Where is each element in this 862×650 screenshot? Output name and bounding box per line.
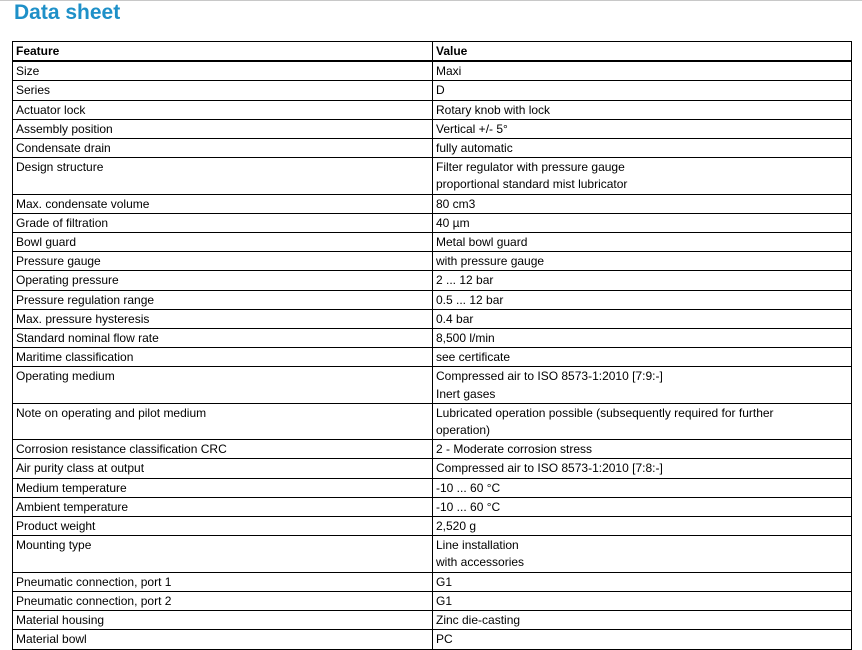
value-line: 2 ... 12 bar bbox=[436, 273, 494, 288]
feature-cell: Assembly position bbox=[13, 119, 433, 138]
table-row bbox=[13, 81, 852, 100]
feature-cell: Material housing bbox=[13, 611, 433, 630]
feature-cell: Medium temperature bbox=[13, 478, 433, 497]
feature-cell: Product weight bbox=[13, 517, 433, 536]
table-row bbox=[13, 348, 852, 367]
feature-cell: Design structure bbox=[13, 158, 433, 194]
table-row bbox=[13, 61, 852, 81]
value-cell bbox=[433, 591, 852, 610]
value-cell bbox=[433, 572, 852, 591]
data-sheet-table bbox=[12, 41, 852, 650]
feature-cell: Operating medium bbox=[13, 367, 433, 403]
value-line: -10 ... 60 °C bbox=[436, 480, 501, 495]
feature-cell: Standard nominal flow rate bbox=[13, 329, 433, 348]
table-row bbox=[13, 194, 852, 213]
value-line: PC bbox=[436, 632, 453, 647]
value-cell bbox=[433, 100, 852, 119]
feature-cell: Size bbox=[13, 61, 433, 81]
table-row bbox=[13, 478, 852, 497]
table-row bbox=[13, 309, 852, 328]
value-cell bbox=[433, 536, 852, 572]
feature-cell: Ambient temperature bbox=[13, 497, 433, 516]
value-cell bbox=[433, 630, 852, 649]
value-line: G1 bbox=[436, 574, 453, 589]
value-line: proportional standard mist lubricator bbox=[436, 177, 628, 192]
value-cell bbox=[433, 139, 852, 158]
value-line: Zinc die-casting bbox=[436, 613, 521, 628]
value-line: 0.5 ... 12 bar bbox=[436, 292, 504, 307]
feature-cell: Max. pressure hysteresis bbox=[13, 309, 433, 328]
value-line: Vertical +/- 5° bbox=[436, 121, 508, 136]
value-cell bbox=[433, 329, 852, 348]
feature-cell: Series bbox=[13, 81, 433, 100]
value-line: see certificate bbox=[436, 350, 511, 365]
value-cell bbox=[433, 61, 852, 81]
value-cell bbox=[433, 252, 852, 271]
value-cell bbox=[433, 81, 852, 100]
table-row bbox=[13, 591, 852, 610]
value-cell bbox=[433, 119, 852, 138]
value-line: Compressed air to ISO 8573-1:2010 [7:9:-] bbox=[436, 369, 663, 384]
value-cell bbox=[433, 194, 852, 213]
value-line: Metal bowl guard bbox=[436, 235, 528, 250]
feature-cell: Operating pressure bbox=[13, 271, 433, 290]
table-row bbox=[13, 497, 852, 516]
value-cell bbox=[433, 213, 852, 232]
table-row bbox=[13, 139, 852, 158]
table-row bbox=[13, 119, 852, 138]
value-line: 2,520 g bbox=[436, 519, 477, 534]
value-line: with pressure gauge bbox=[436, 254, 545, 269]
value-cell bbox=[433, 440, 852, 459]
table-row bbox=[13, 233, 852, 252]
header-value: Value bbox=[433, 42, 852, 62]
table-row bbox=[13, 572, 852, 591]
top-rule bbox=[0, 0, 862, 1]
table-row bbox=[13, 158, 852, 194]
table-row bbox=[13, 100, 852, 119]
value-cell bbox=[433, 233, 852, 252]
value-cell bbox=[433, 517, 852, 536]
table-row bbox=[13, 252, 852, 271]
feature-cell: Maritime classification bbox=[13, 348, 433, 367]
value-line: 2 - Moderate corrosion stress bbox=[436, 442, 593, 457]
value-cell bbox=[433, 348, 852, 367]
feature-cell: Pneumatic connection, port 1 bbox=[13, 572, 433, 591]
value-line: Maxi bbox=[436, 64, 462, 79]
table-row bbox=[13, 517, 852, 536]
value-line: Compressed air to ISO 8573-1:2010 [7:8:-] bbox=[436, 461, 663, 476]
table-row bbox=[13, 403, 852, 439]
value-line: 80 cm3 bbox=[436, 196, 476, 211]
value-line: -10 ... 60 °C bbox=[436, 499, 501, 514]
value-line: Inert gases bbox=[436, 386, 496, 401]
feature-cell: Note on operating and pilot medium bbox=[13, 403, 433, 439]
table-row bbox=[13, 329, 852, 348]
value-cell bbox=[433, 158, 852, 194]
value-cell bbox=[433, 403, 852, 439]
table-row bbox=[13, 536, 852, 572]
value-line: D bbox=[436, 83, 445, 98]
value-cell bbox=[433, 611, 852, 630]
value-line: Lubricated operation possible (subsequently required for further bbox=[436, 405, 774, 420]
page-title: Data sheet bbox=[14, 1, 121, 24]
table-row bbox=[13, 630, 852, 649]
table-row bbox=[13, 459, 852, 478]
table-row bbox=[13, 367, 852, 403]
value-line: 8,500 l/min bbox=[436, 331, 495, 346]
feature-cell: Pressure gauge bbox=[13, 252, 433, 271]
value-line: 0.4 bar bbox=[436, 311, 474, 326]
value-line: G1 bbox=[436, 593, 453, 608]
feature-cell: Actuator lock bbox=[13, 100, 433, 119]
table-row bbox=[13, 611, 852, 630]
feature-cell: Pressure regulation range bbox=[13, 290, 433, 309]
table-row bbox=[13, 213, 852, 232]
feature-cell: Mounting type bbox=[13, 536, 433, 572]
value-line: Line installation bbox=[436, 538, 519, 553]
feature-cell: Pneumatic connection, port 2 bbox=[13, 591, 433, 610]
feature-cell: Material bowl bbox=[13, 630, 433, 649]
table-row bbox=[13, 290, 852, 309]
feature-cell: Air purity class at output bbox=[13, 459, 433, 478]
value-cell bbox=[433, 497, 852, 516]
feature-cell: Condensate drain bbox=[13, 139, 433, 158]
header-feature: Feature bbox=[13, 42, 433, 62]
value-cell bbox=[433, 459, 852, 478]
value-cell bbox=[433, 309, 852, 328]
feature-cell: Grade of filtration bbox=[13, 213, 433, 232]
value-cell bbox=[433, 478, 852, 497]
feature-cell: Bowl guard bbox=[13, 233, 433, 252]
value-line: with accessories bbox=[436, 555, 525, 570]
value-line: Filter regulator with pressure gauge bbox=[436, 160, 625, 175]
feature-cell: Max. condensate volume bbox=[13, 194, 433, 213]
value-cell bbox=[433, 290, 852, 309]
value-cell bbox=[433, 271, 852, 290]
value-line: 40 µm bbox=[436, 215, 470, 230]
value-line: fully automatic bbox=[436, 141, 513, 156]
value-cell bbox=[433, 367, 852, 403]
table-row bbox=[13, 271, 852, 290]
value-line: operation) bbox=[436, 423, 491, 438]
table-row bbox=[13, 440, 852, 459]
feature-cell: Corrosion resistance classification CRC bbox=[13, 440, 433, 459]
table-header-row bbox=[13, 42, 852, 62]
value-line: Rotary knob with lock bbox=[436, 102, 551, 117]
